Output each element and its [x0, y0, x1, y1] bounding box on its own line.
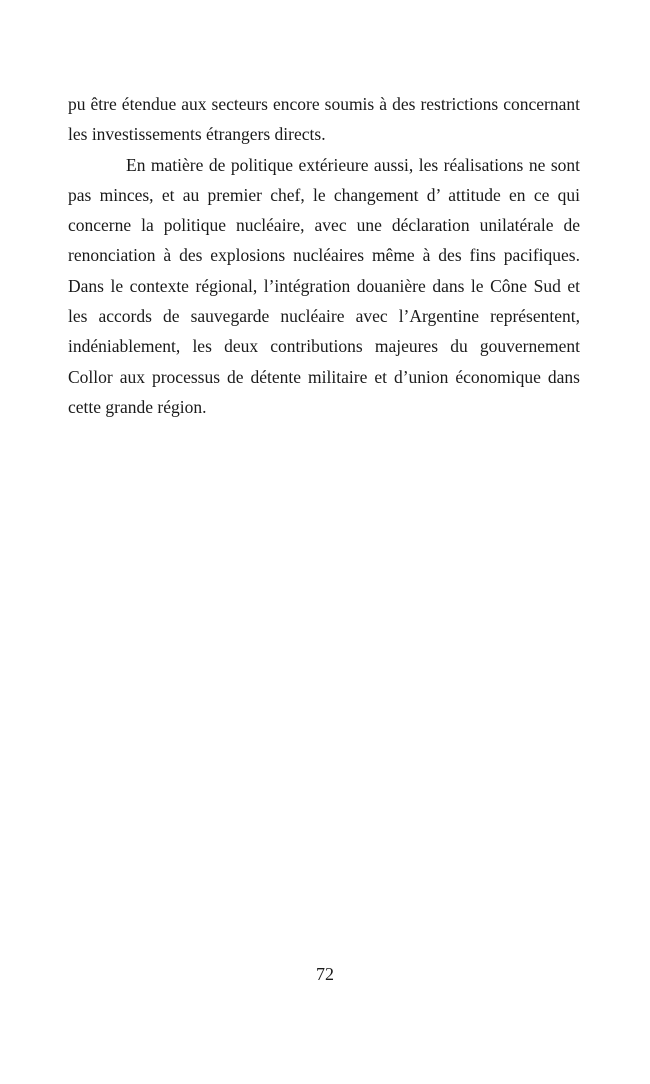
- paragraph-foreign-policy: En matière de politique extérieure aussi, les réalisations ne sont pas minces, et au premier chef, le changement d’ attitude en ce qui concerne la politique nucléaire, avec une déclaration unilatérale de renonciation à des explosions nucléaires même à des fins pacifiques. Dans le contexte régional, l’intégration douanière dans le Cône Sud et les accords de sauvegarde nucléaire avec l’Argentine représentent, indéniablement, les deux contributions majeures du gouvernement Collor aux processus de détente militaire et d’union économique dans cette grande région.: [68, 154, 580, 417]
- body-text: [68, 89, 580, 422]
- page-number: 72: [316, 964, 334, 984]
- paragraph-continuation: pu être étendue aux secteurs encore soumis à des restrictions concernant les investissements étrangers directs.: [68, 94, 580, 145]
